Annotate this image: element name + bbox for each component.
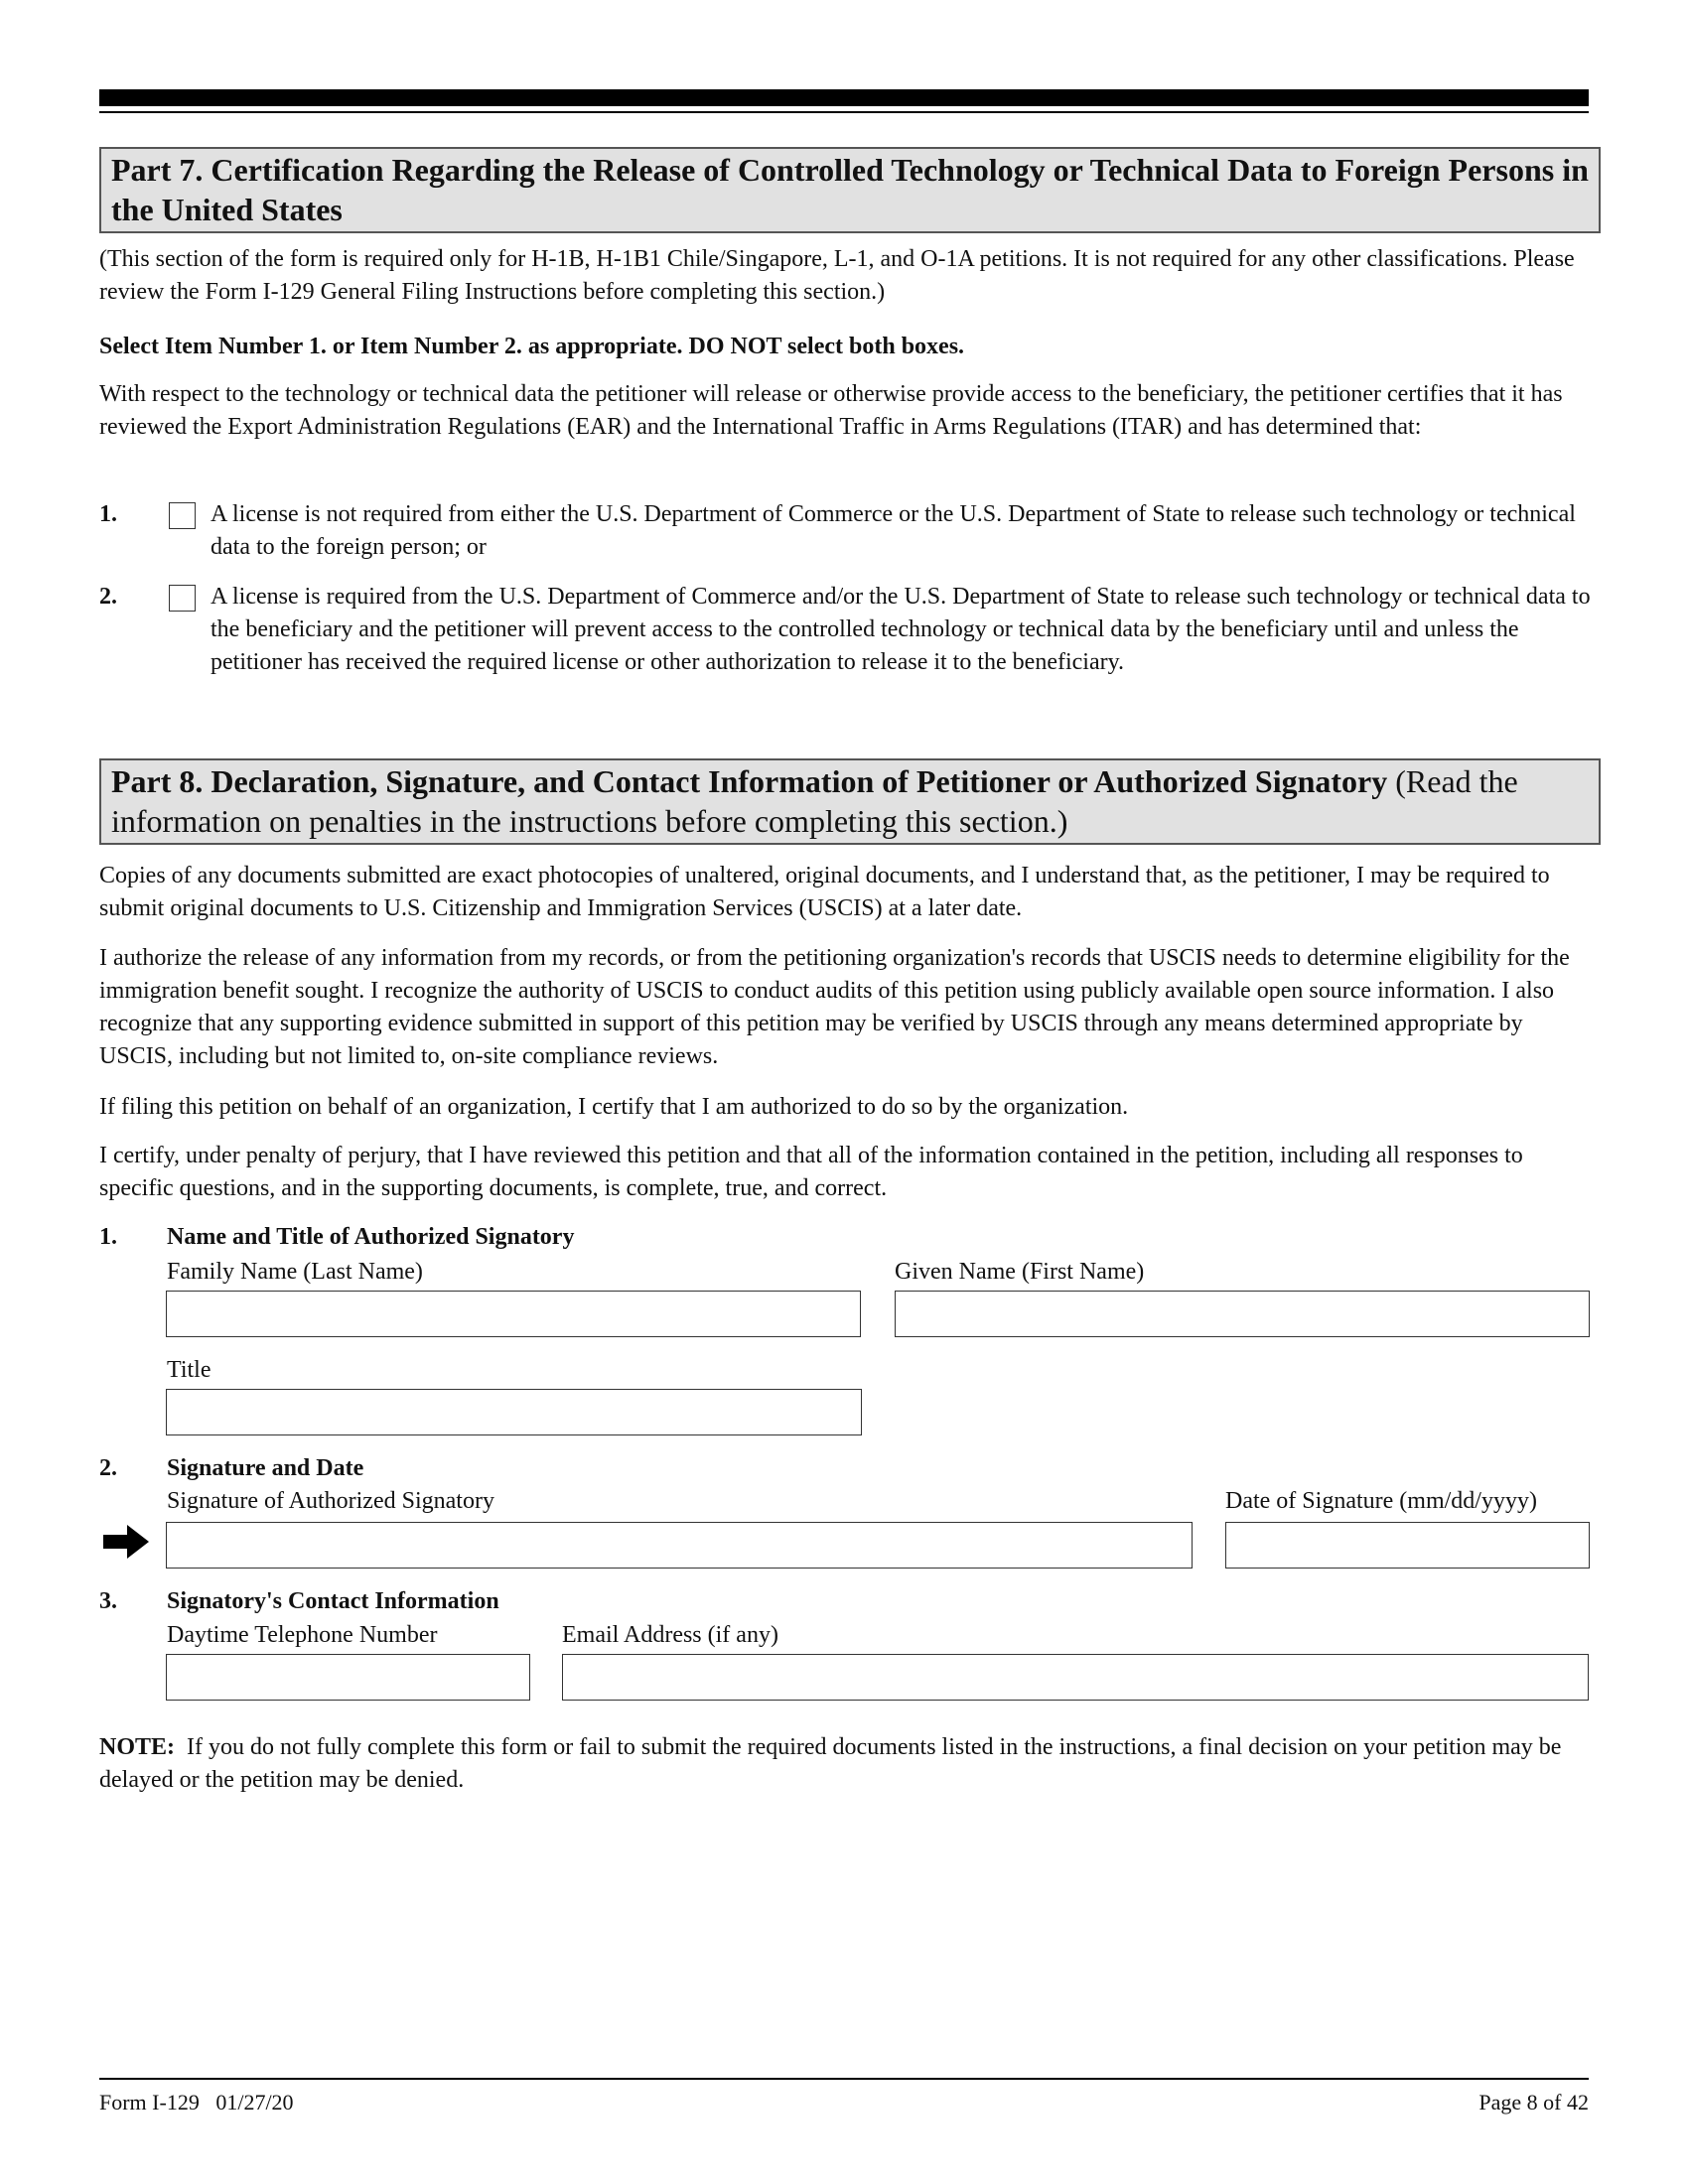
note-paragraph — [99, 1731, 1589, 1797]
title-label: Title — [167, 1357, 211, 1383]
part7-item1-number: 1. — [99, 501, 117, 527]
part8-item3-number: 3. — [99, 1588, 117, 1614]
part8-item2-number: 2. — [99, 1455, 117, 1481]
given-name-label: Given Name (First Name) — [895, 1259, 1145, 1285]
part7-item1-checkbox[interactable] — [169, 502, 196, 529]
page-number: Page 8 of 42 — [1478, 2090, 1589, 2115]
email-label: Email Address (if any) — [562, 1622, 778, 1648]
signature-field[interactable] — [166, 1522, 1193, 1569]
part8-title-note: (Read the information on penalties in the instructions before completing this section.) — [111, 763, 1518, 839]
given-name-field[interactable] — [895, 1291, 1590, 1337]
part8-title-box — [99, 758, 1601, 845]
part7-intro: (This section of the form is required only for H-1B, H-1B1 Chile/Singapore, L-1, and O-1A petitions. It is not required for any other classifications. Please review the Form I-129 General Filing Instructions before completing this section.) — [99, 246, 1575, 305]
part7-statement: With respect to the technology or technical data the petitioner will release or otherwise provide access to the beneficiary, the petitioner certifies that it has reviewed the Export Administration Regulations (EAR) and the International Traffic in Arms Regulations (ITAR) and has determined that: — [99, 381, 1563, 440]
part8-item2-heading: Signature and Date — [167, 1455, 364, 1481]
part7-item2-checkbox[interactable] — [169, 585, 196, 612]
part7-item1-text: A license is not required from either the U.S. Department of Commerce or the U.S. Department of State to release such technology or technical data to the foreign person; or — [211, 501, 1576, 560]
part8-item1-heading: Name and Title of Authorized Signatory — [167, 1224, 575, 1250]
family-name-label: Family Name (Last Name) — [167, 1259, 423, 1285]
family-name-field[interactable] — [166, 1291, 861, 1337]
footer-rule — [99, 2078, 1589, 2080]
part7-title: Part 7. Certification Regarding the Release of Controlled Technology or Technical Data to Foreign Persons in the United States — [111, 152, 1589, 227]
part8-paragraph-authorize: I authorize the release of any information from my records, or from the petitioning organization's records that USCIS needs to determine eligibility for the immigration benefit sought. I recognize the authority of USCIS to conduct audits of this petition using publicly available open source information. I also recognize that any supporting evidence submitted in support of this petition may be verified by USCIS through any means determined appropriate by USCIS, including but not limited to, on-site compliance reviews. — [99, 945, 1570, 1069]
note-label: NOTE: — [99, 1734, 176, 1760]
part7-item2-number: 2. — [99, 584, 117, 610]
part7-item2-text: A license is required from the U.S. Department of Commerce and/or the U.S. Department of State to release such technology or technical data to the beneficiary and the petitioner will prevent access to the controlled technology or technical data by the beneficiary until and unless the petitioner has received the required license or other authorization to release it to the beneficiary. — [211, 584, 1591, 675]
part8-paragraph-certify: I certify, under penalty of perjury, that I have reviewed this petition and that all of the information contained in the petition, including all responses to specific questions, and in the supporting documents, is complete, true, and correct. — [99, 1143, 1523, 1201]
part8-item3-heading: Signatory's Contact Information — [167, 1588, 499, 1614]
title-field[interactable] — [166, 1389, 862, 1435]
header-rule-thick — [99, 89, 1589, 106]
daytime-phone-label: Daytime Telephone Number — [167, 1622, 438, 1648]
signature-label: Signature of Authorized Signatory — [167, 1488, 494, 1514]
part8-title-bold: Part 8. Declaration, Signature, and Contact Information of Petitioner or Authorized Signatory — [111, 763, 1388, 799]
daytime-phone-field[interactable] — [166, 1654, 530, 1701]
note-text: If you do not fully complete this form or fail to submit the required documents listed in the instructions, a final decision on your petition may be delayed or the petition may be denied. — [99, 1734, 1568, 1793]
part7-title-box — [99, 147, 1601, 233]
email-field[interactable] — [562, 1654, 1589, 1701]
header-rule-thin — [99, 111, 1589, 113]
right-arrow-icon — [103, 1525, 149, 1559]
date-of-signature-field[interactable] — [1225, 1522, 1590, 1569]
part8-item1-number: 1. — [99, 1224, 117, 1250]
part8-paragraph-copies: Copies of any documents submitted are exact photocopies of unaltered, original documents, and I understand that, as the petitioner, I may be required to submit original documents to U.S. Citizenship and Immigration Services (USCIS) at a later date. — [99, 863, 1550, 921]
part7-select-instruction: Select Item Number 1. or Item Number 2. as appropriate. DO NOT select both boxes. — [99, 334, 965, 359]
date-of-signature-label: Date of Signature (mm/dd/yyyy) — [1225, 1488, 1537, 1514]
part8-paragraph-organization: If filing this petition on behalf of an organization, I certify that I am authorized to do so by the organization. — [99, 1094, 1129, 1120]
form-identifier: Form I-129 01/27/20 — [99, 2090, 294, 2115]
